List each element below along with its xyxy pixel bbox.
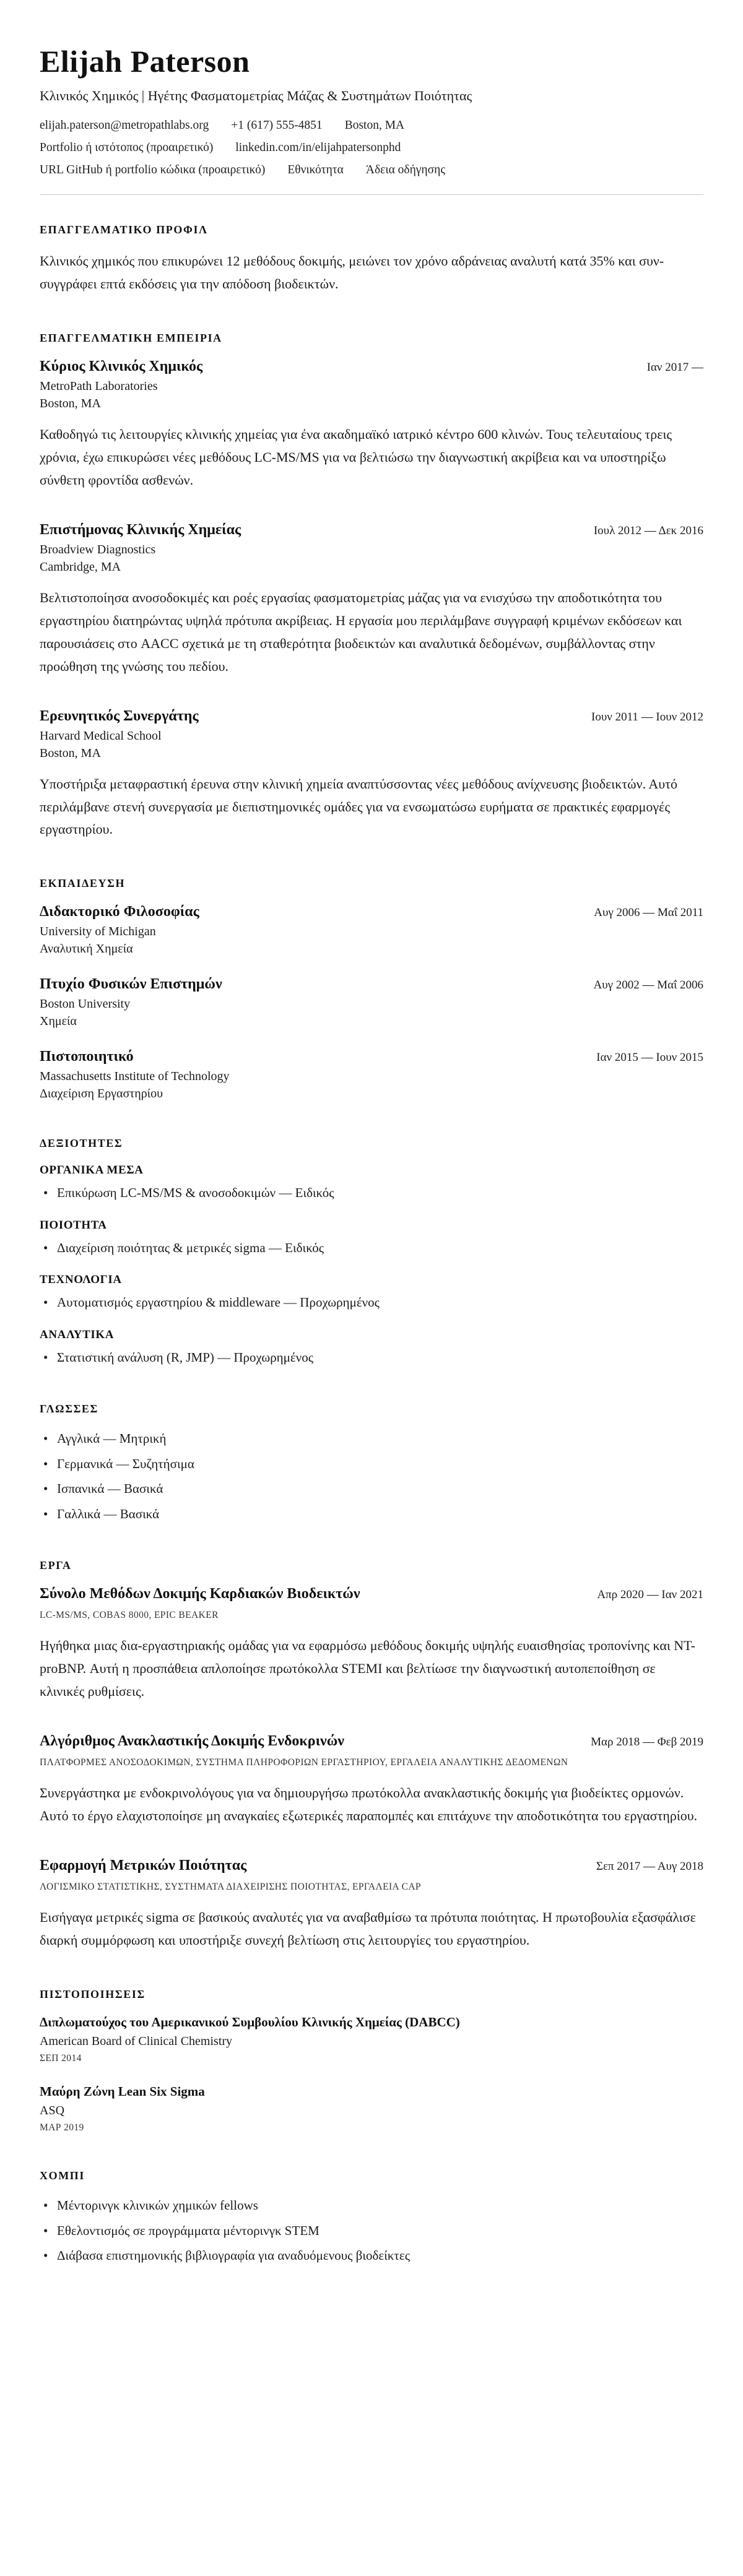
degree-dates: Αυγ 2002 — Μαΐ 2006 bbox=[593, 979, 703, 992]
skill-item: • Αυτοματισμός εργαστηρίου & middleware — Προχωρημένος bbox=[40, 1293, 703, 1312]
certification-date: ΜΑΡ 2019 bbox=[40, 2122, 84, 2133]
degree-field: Αναλυτική Χημεία bbox=[40, 942, 133, 956]
job-entry bbox=[40, 708, 703, 842]
skill-group-name: ΑΝΑΛΥΤΙΚΑ bbox=[40, 1328, 115, 1341]
degree-field: Χημεία bbox=[40, 1014, 77, 1029]
degree-entry bbox=[40, 904, 703, 956]
job-company: Broadview Diagnostics bbox=[40, 542, 156, 556]
section-title-certifications: ΠΙΣΤΟΠΟΙΗΣΕΙΣ bbox=[40, 1988, 146, 2001]
job-location: Boston, MA bbox=[40, 746, 101, 760]
language-item: • Ισπανικά — Βασικά bbox=[40, 1479, 703, 1498]
person-tagline: Κλινικός Χημικός | Ηγέτης Φασματομετρίας Μάζας & Συστημάτων Ποιότητας bbox=[40, 88, 472, 103]
degree-dates: Ιαν 2015 — Ιουν 2015 bbox=[596, 1051, 703, 1065]
section-title-experience: ΕΠΑΓΓΕΛΜΑΤΙΚΗ ΕΜΠΕΙΡΙΑ bbox=[40, 331, 222, 344]
skill-item: • Διαχείριση ποιότητας & μετρικές sigma — Ειδικός bbox=[40, 1238, 703, 1257]
skill-item: • Επικύρωση LC-MS/MS & ανοσοδοκιμών — Ειδικός bbox=[40, 1183, 703, 1202]
degree-dates: Αυγ 2006 — Μαΐ 2011 bbox=[594, 906, 703, 920]
job-description: Καθοδηγώ τις λειτουργίες κλινικής χημείας για ένα ακαδημαϊκό ιατρικό κέντρο 600 κλινών. Τους τελευταίους τρεις χρόνια, έχω επικυρώσει νέες μεθόδους LC-MS/MS για να βελτιώσω την διαγνωστική ακρίβεια και να υποστηρίξω σύνθετη φροντίδα ασθενών. bbox=[40, 426, 672, 488]
degree-school: University of Michigan bbox=[40, 925, 156, 939]
contact-email: elijah.paterson@metropathlabs.org bbox=[40, 119, 209, 132]
skill-group bbox=[40, 1273, 703, 1312]
section-hobbies bbox=[40, 2169, 703, 2265]
job-role: Ερευνητικός Συνεργάτης bbox=[40, 707, 199, 724]
project-entry bbox=[40, 1586, 703, 1703]
hobby-item: • Διάβασα επιστημονικής βιβλιογραφία για αναδυόμενους βιοδείκτες bbox=[40, 2246, 703, 2265]
person-name: Elijah Paterson bbox=[40, 44, 250, 79]
certification-name: Διπλωματούχος του Αμερικανικού Συμβουλίου Κλινικής Χημείας (DABCC) bbox=[40, 2015, 460, 2030]
project-dates: Απρ 2020 — Ιαν 2021 bbox=[597, 1588, 703, 1601]
contact-phone: +1 (617) 555-4851 bbox=[231, 119, 323, 132]
language-item: • Αγγλικά — Μητρική bbox=[40, 1429, 703, 1448]
project-entry bbox=[40, 1733, 703, 1828]
contact-github: URL GitHub ή portfolio κώδικα (προαιρετικό) bbox=[40, 163, 266, 176]
section-title-hobbies: ΧΟΜΠΙ bbox=[40, 2169, 85, 2182]
job-location: Cambridge, MA bbox=[40, 560, 121, 574]
contact-row-1 bbox=[40, 119, 703, 132]
job-dates: Ιουλ 2012 — Δεκ 2016 bbox=[593, 524, 703, 537]
hobby-item: • Εθελοντισμός σε προγράμματα μέντορινγκ STEM bbox=[40, 2221, 703, 2240]
project-title: Αλγόριθμος Ανακλαστικής Δοκιμής Ενδοκρινών bbox=[40, 1733, 345, 1750]
section-experience bbox=[40, 332, 703, 842]
section-title-languages: ΓΛΩΣΣΕΣ bbox=[40, 1403, 98, 1416]
project-title: Σύνολο Μεθόδων Δοκιμής Καρδιακών Βιοδεικτών bbox=[40, 1585, 360, 1602]
skill-group-name: ΤΕΧΝΟΛΟΓΙΑ bbox=[40, 1273, 122, 1287]
certification-issuer: American Board of Clinical Chemistry bbox=[40, 2034, 233, 2049]
section-languages bbox=[40, 1403, 703, 1523]
degree-title: Διδακτορικό Φιλοσοφίας bbox=[40, 904, 199, 920]
certification-entry bbox=[40, 2084, 703, 2133]
section-skills bbox=[40, 1137, 703, 1367]
contact-location: Boston, MA bbox=[344, 119, 405, 132]
certification-name: Μαύρη Ζώνη Lean Six Sigma bbox=[40, 2084, 205, 2099]
header-divider bbox=[40, 194, 703, 195]
language-item: • Γαλλικά — Βασικά bbox=[40, 1505, 703, 1523]
degree-title: Πιστοποιητικό bbox=[40, 1048, 134, 1065]
job-location: Boston, MA bbox=[40, 396, 101, 410]
section-title-projects: ΕΡΓΑ bbox=[40, 1558, 72, 1571]
job-entry bbox=[40, 358, 703, 492]
contact-linkedin: linkedin.com/in/elijahpatersonphd bbox=[235, 141, 401, 154]
project-title: Εφαρμογή Μετρικών Ποιότητας bbox=[40, 1857, 247, 1874]
skill-group bbox=[40, 1164, 703, 1202]
skill-item: • Στατιστική ανάλυση (R, JMP) — Προχωρημένος bbox=[40, 1348, 703, 1367]
degree-entry bbox=[40, 1048, 703, 1101]
project-description: Εισήγαγα μετρικές sigma σε βασικούς αναλυτές για να αναβαθμίσω τα πρότυπα ποιότητας. Η πρωτοβουλία εξασφάλισε διαρκή συμμόρφωση και υποστήριξε συνεχή βελτίωση στις λειτουργίες του εργαστηρίου. bbox=[40, 1909, 696, 1948]
skill-group bbox=[40, 1328, 703, 1367]
contact-driving-license: Άδεια οδήγησης bbox=[365, 163, 446, 176]
job-description: Υποστήριξα μεταφραστική έρευνα στην κλινική χημεία αναπτύσσοντας νέες μεθόδους ανίχνευσης βιοδεικτών. Αυτό περιλάμβανε στενή συνεργασία με διεπιστημονικές ομάδες για να ενσωματώσω ευρήματα σε πρακτικές εφαρμογές εργαστηρίου. bbox=[40, 776, 677, 837]
contact-portfolio: Portfolio ή ιστότοπος (προαιρετικό) bbox=[40, 141, 214, 154]
project-description: Συνεργάστηκα με ενδοκρινολόγους για να δημιουργήσω πρωτόκολλα ανακλαστικής δοκιμής για βιοδείκτες ορμονών. Αυτό το έργο ελαχιστοποίησε μη αναγκαίες εξωτερικές παραπομπές και επιτάχυνε την αποδοτικότητα του εργαστηρίου. bbox=[40, 1785, 698, 1824]
job-description: Βελτιστοποίησα ανοσοδοκιμές και ροές εργασίας φασματομετρίας μάζας για να ενισχύσω την αποδοτικότητα του εργαστηρίου διατηρώντας υψηλά πρότυπα ακρίβειας. Η εργασία μου περιλάμβανε συγγραφή κριμένων εκδόσεων και παρουσιάσεις στο AACC σχετικά με τη σταθερότητα βιοδεικτών και αναλυτικά δεδομένων, συμβάλλοντας στην προώθηση της γνώσης του πεδίου. bbox=[40, 589, 682, 674]
section-profile bbox=[40, 223, 703, 296]
job-role: Κύριος Κλινικός Χημικός bbox=[40, 358, 203, 374]
skill-group-name: ΠΟΙΟΤΗΤΑ bbox=[40, 1218, 107, 1232]
project-tech: ΛΟΓΙΣΜΙΚΟ ΣΤΑΤΙΣΤΙΚΗΣ, ΣΥΣΤΗΜΑΤΑ ΔΙΑΧΕΙΡΙΣΗΣ ΠΟΙΟΤΗΤΑΣ, ΕΡΓΑΛΕΙΑ CAP bbox=[40, 1882, 421, 1893]
skill-group-name: ΟΡΓΑΝΙΚΑ ΜΕΣΑ bbox=[40, 1164, 144, 1177]
skill-group bbox=[40, 1219, 703, 1257]
section-education bbox=[40, 877, 703, 1101]
degree-entry bbox=[40, 976, 703, 1029]
degree-title: Πτυχίο Φυσικών Επιστημών bbox=[40, 976, 222, 993]
degree-school: Boston University bbox=[40, 997, 131, 1011]
project-entry bbox=[40, 1857, 703, 1952]
section-title-skills: ΔΕΞΙΟΤΗΤΕΣ bbox=[40, 1137, 123, 1150]
certification-entry bbox=[40, 2015, 703, 2064]
job-entry bbox=[40, 522, 703, 678]
profile-text: Κλινικός χημικός που επικυρώνει 12 μεθόδους δοκιμής, μειώνει τον χρόνο αδράνειας αναλυτή κατά 35% και συν-συγγράφει επτά εκδόσεις για την απόδοση βιοδεικτών. bbox=[40, 253, 664, 292]
project-description: Ηγήθηκα μιας δια-εργαστηριακής ομάδας για να εφαρμόσω μεθόδους δοκιμής υψηλής ευαισθησίας τροπονίνης και NT-proBNP. Αυτή η προσπάθεια απλοποίησε πρωτόκολλα STEMI και βελτίωσε την διαγνωστική αυτοπεποίθηση σε κλινικές ρυθμίσεις. bbox=[40, 1638, 695, 1700]
project-dates: Μαρ 2018 — Φεβ 2019 bbox=[591, 1735, 703, 1749]
job-company: MetroPath Laboratories bbox=[40, 379, 158, 393]
project-dates: Σεπ 2017 — Αυγ 2018 bbox=[596, 1860, 703, 1874]
resume-header bbox=[40, 43, 703, 195]
contact-nationality: Εθνικότητα bbox=[287, 163, 344, 176]
contact-row-3 bbox=[40, 163, 703, 177]
degree-school: Massachusetts Institute of Technology bbox=[40, 1070, 230, 1084]
section-certifications bbox=[40, 1988, 703, 2133]
degree-field: Διαχείριση Εργαστηρίου bbox=[40, 1087, 163, 1101]
job-role: Επιστήμονας Κλινικής Χημείας bbox=[40, 521, 241, 538]
language-item: • Γερμανικά — Συζητήσιμα bbox=[40, 1454, 703, 1473]
section-title-education: ΕΚΠΑΙΔΕΥΣΗ bbox=[40, 877, 126, 890]
certification-date: ΣΕΠ 2014 bbox=[40, 2053, 82, 2064]
job-dates: Ιαν 2017 — bbox=[646, 360, 703, 374]
certification-issuer: ASQ bbox=[40, 2104, 65, 2118]
project-tech: ΠΛΑΤΦΟΡΜΕΣ ΑΝΟΣΟΔΟΚΙΜΩΝ, ΣΥΣΤΗΜΑ ΠΛΗΡΟΦΟΡΙΩΝ ΕΡΓΑΣΤΗΡΙΟΥ, ΕΡΓΑΛΕΙΑ ΑΝΑΛΥΤΙΚΗΣ ΔΕΔΟΜΕΝΩΝ bbox=[40, 1757, 568, 1768]
job-dates: Ιουν 2011 — Ιουν 2012 bbox=[591, 710, 703, 724]
job-company: Harvard Medical School bbox=[40, 728, 162, 743]
contact-row-2 bbox=[40, 141, 703, 155]
project-tech: LC-MS/MS, COBAS 8000, EPIC BEAKER bbox=[40, 1609, 219, 1620]
section-projects bbox=[40, 1559, 703, 1952]
section-title-profile: ΕΠΑΓΓΕΛΜΑΤΙΚΟ ΠΡΟΦΙΛ bbox=[40, 223, 208, 236]
hobby-item: • Μέντορινγκ κλινικών χημικών fellows bbox=[40, 2196, 703, 2215]
